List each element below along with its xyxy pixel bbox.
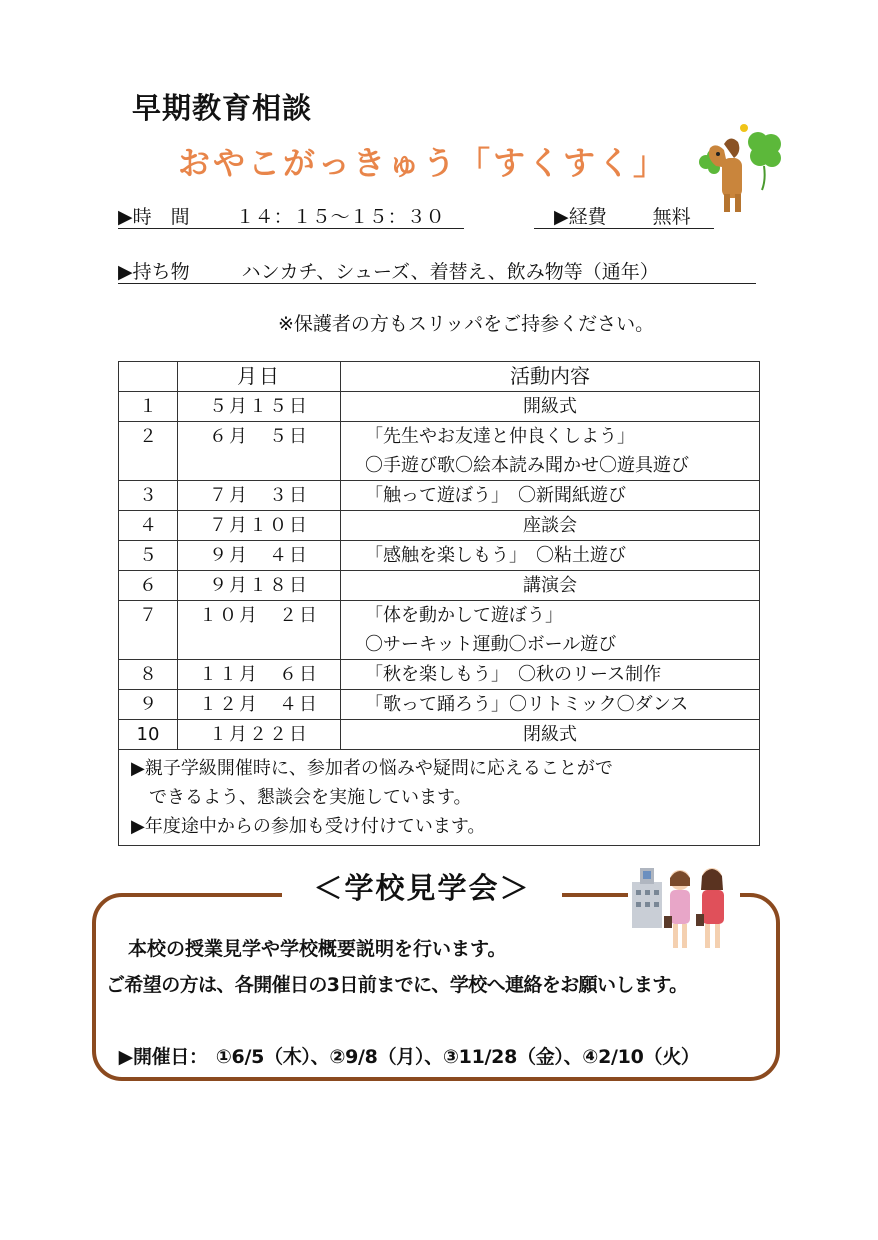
time-value: １４：１５～１５：３０ [235,206,445,228]
activity-line: 閉級式 [523,724,577,745]
table-row [119,541,760,571]
table-notes [119,750,760,846]
row-number: ２ [119,422,178,481]
visit-contact-note: ご希望の方は、各開催日の3日前までに、学校へ連絡をお願いします。 [106,974,688,996]
row-number: ７ [119,601,178,660]
table-row [119,481,760,511]
row-activity [341,541,760,571]
time-row [118,202,464,229]
row-date: ９月 ４日 [178,541,341,571]
row-activity [341,392,760,422]
school-visit-title: ＜学校見学会＞ [282,866,562,907]
activity-line: 「触って遊ぼう」 〇新聞紙遊び [365,485,626,506]
row-activity [341,481,760,511]
activity-line: 「先生やお友達と仲良くしよう」 [365,426,635,447]
cost-value: 無料 [652,206,691,228]
note-line: ▶年度途中からの参加も受け付けています。 [131,816,486,837]
time-label: ▶時 間 [118,206,190,228]
row-date: ７月 ３日 [178,481,341,511]
table-row [119,511,760,541]
visit-dates-row [106,1020,700,1069]
table-row [119,720,760,750]
table-row [119,392,760,422]
row-date: ７月１０日 [178,511,341,541]
cost-label: ▶経費 [554,206,607,228]
table-row [119,601,760,660]
row-date: １１月 ６日 [178,660,341,690]
activity-line: 開級式 [523,396,577,417]
table-row [119,571,760,601]
row-number: ９ [119,690,178,720]
activity-line: 「歌って踊ろう」〇リトミック〇ダンス [365,694,689,715]
cost-row [534,202,714,229]
row-date: １０月 ２日 [178,601,341,660]
items-label: ▶持ち物 [118,261,190,283]
schedule-table [118,361,760,846]
table-notes-row [119,750,760,846]
row-activity [341,690,760,720]
row-activity [341,601,760,660]
visit-description: 本校の授業見学や学校概要説明を行います。 [128,938,507,960]
program-title: おやこがっきゅう「すくすく」 [178,144,669,182]
activity-line: 〇手遊び歌〇絵本読み聞かせ〇遊具遊び [365,455,689,476]
row-number: ８ [119,660,178,690]
row-date: ６月 ５日 [178,422,341,481]
row-activity [341,720,760,750]
note-line: ▶親子学級開催時に、参加者の悩みや疑問に応えることがで [131,758,613,779]
row-date: １２月 ４日 [178,690,341,720]
row-date: ５月１５日 [178,392,341,422]
note-line: できるよう、懇談会を実施しています。 [131,787,472,808]
items-value: ハンカチ、シューズ、着替え、飲み物等（通年） [241,261,659,283]
row-activity [341,660,760,690]
row-number: ３ [119,481,178,511]
students-school-illustration [628,860,740,956]
activity-line: 「体を動かして遊ぼう」 [365,605,563,626]
activity-line: 座談会 [523,515,577,536]
visit-dates-label: ▶開催日： [118,1046,208,1068]
column-header-activity: 活動内容 [341,362,760,392]
table-header-row [119,362,760,392]
visit-dates-value: ①6/5（木）、②9/8（月）、③11/28（金）、④2/10（火） [215,1046,700,1068]
row-number: ４ [119,511,178,541]
row-number: ５ [119,541,178,571]
row-activity [341,571,760,601]
activity-line: 講演会 [523,575,577,596]
table-row [119,660,760,690]
column-header-no [119,362,178,392]
row-activity [341,511,760,541]
row-number: 10 [119,720,178,750]
page-heading: 早期教育相談 [132,91,313,125]
row-date: １月２２日 [178,720,341,750]
table-row [119,422,760,481]
row-number: ６ [119,571,178,601]
row-number: １ [119,392,178,422]
activity-line: 〇サーキット運動〇ボール遊び [365,634,617,655]
table-row [119,690,760,720]
items-row [118,257,756,284]
slipper-note: ※保護者の方もスリッパをご持参ください。 [278,313,655,335]
row-activity [341,422,760,481]
column-header-date: 月日 [178,362,341,392]
activity-line: 「秋を楽しもう」 〇秋のリース制作 [365,664,662,685]
activity-line: 「感触を楽しもう」 〇粘土遊び [365,545,626,566]
row-date: ９月１８日 [178,571,341,601]
